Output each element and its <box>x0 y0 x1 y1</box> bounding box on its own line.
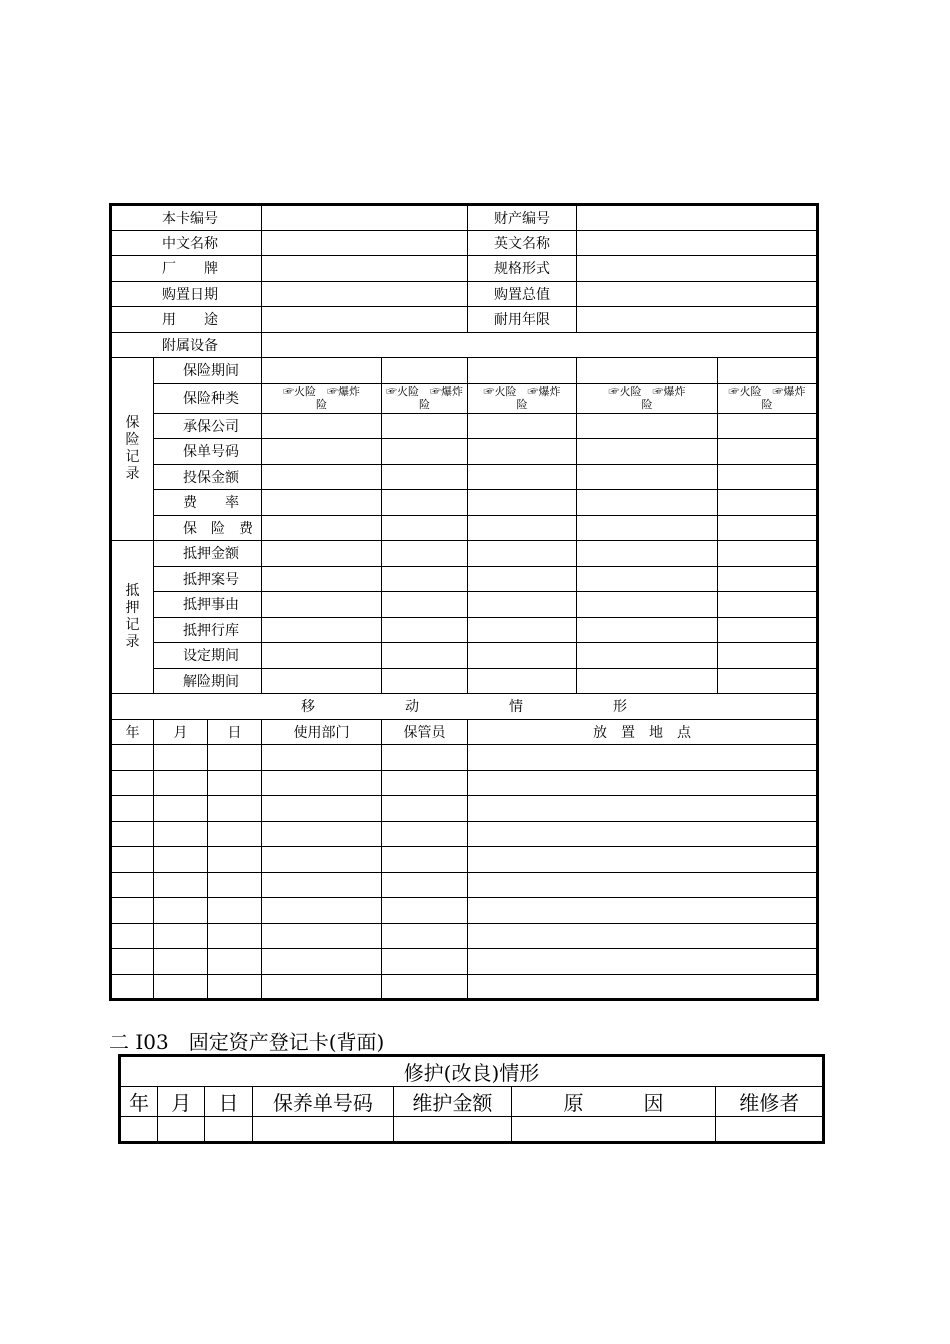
card-number-label: 本卡编号 <box>111 205 262 231</box>
movement-cell[interactable] <box>208 974 262 1000</box>
mortgage-cell[interactable] <box>718 668 818 694</box>
movement-day-header: 日 <box>208 719 262 745</box>
mortgage-cell[interactable] <box>718 541 818 567</box>
insurance-cell[interactable] <box>577 413 718 439</box>
mortgage-row <box>111 541 818 567</box>
movement-cell[interactable] <box>111 770 154 796</box>
premium-label: 保 险 费 <box>154 515 262 541</box>
movement-cell[interactable] <box>262 974 382 1000</box>
accessory-field[interactable] <box>262 332 818 358</box>
insurance-cell[interactable] <box>718 358 818 384</box>
insurance-row <box>111 383 818 413</box>
insurance-type-label: 保险种类 <box>154 383 262 413</box>
insurance-cell[interactable] <box>262 515 382 541</box>
insurance-row <box>111 358 818 384</box>
mortgage-cell[interactable] <box>468 668 577 694</box>
mortgage-cell[interactable] <box>262 592 382 618</box>
movement-row <box>111 821 818 847</box>
movement-cell[interactable] <box>468 923 818 949</box>
movement-row <box>111 974 818 1000</box>
mortgage-cell[interactable] <box>382 592 468 618</box>
english-name-field[interactable] <box>577 230 818 256</box>
english-name-label: 英文名称 <box>468 230 577 256</box>
movement-cell[interactable] <box>111 745 154 771</box>
movement-row <box>111 847 818 873</box>
insurance-cell[interactable] <box>577 490 718 516</box>
insurance-cell[interactable] <box>577 358 718 384</box>
movement-cell[interactable] <box>154 770 208 796</box>
basic-row <box>111 307 818 333</box>
movement-cell[interactable] <box>382 974 468 1000</box>
mortgage-amount-label: 抵押金额 <box>154 541 262 567</box>
mortgage-cell[interactable] <box>262 668 382 694</box>
insured-amount-label: 投保金额 <box>154 464 262 490</box>
repair-maintainer-header: 维修者 <box>716 1087 824 1117</box>
movement-cell[interactable] <box>111 821 154 847</box>
insurance-cell[interactable] <box>468 515 577 541</box>
movement-cell[interactable] <box>262 821 382 847</box>
movement-row <box>111 745 818 771</box>
movement-cell[interactable] <box>468 847 818 873</box>
movement-cell[interactable] <box>154 898 208 924</box>
mortgage-row <box>111 668 818 694</box>
movement-cell[interactable] <box>154 872 208 898</box>
movement-cell[interactable] <box>468 974 818 1000</box>
movement-cell[interactable] <box>208 872 262 898</box>
insurance-cell[interactable] <box>718 490 818 516</box>
mortgage-cell[interactable] <box>262 643 382 669</box>
mortgage-case-label: 抵押案号 <box>154 566 262 592</box>
movement-cell[interactable] <box>208 923 262 949</box>
repair-year-header: 年 <box>120 1087 158 1117</box>
mortgage-cell[interactable] <box>577 643 718 669</box>
insurance-cell[interactable] <box>382 358 468 384</box>
purchase-value-field[interactable] <box>577 281 818 307</box>
insurance-cell[interactable] <box>382 413 468 439</box>
mortgage-cell[interactable] <box>468 566 577 592</box>
mortgage-cell[interactable] <box>577 617 718 643</box>
movement-cell[interactable] <box>111 796 154 822</box>
movement-cell[interactable] <box>262 796 382 822</box>
movement-row <box>111 796 818 822</box>
repair-cell[interactable] <box>120 1117 158 1143</box>
movement-cell[interactable] <box>111 923 154 949</box>
movement-header-row <box>111 719 818 745</box>
insurance-cell[interactable] <box>382 439 468 465</box>
basic-row <box>111 256 818 282</box>
asset-card-back <box>118 1054 825 1144</box>
movement-cell[interactable] <box>154 847 208 873</box>
movement-cell[interactable] <box>154 796 208 822</box>
chinese-name-label: 中文名称 <box>111 230 262 256</box>
movement-cell[interactable] <box>154 923 208 949</box>
mortgage-cell[interactable] <box>577 566 718 592</box>
movement-cell[interactable] <box>382 872 468 898</box>
repair-cell[interactable] <box>252 1117 394 1143</box>
insurance-cell[interactable] <box>468 439 577 465</box>
insurance-cell[interactable] <box>382 515 468 541</box>
insurance-type-option[interactable]: ☞火险 ☞爆炸 险 <box>577 383 718 413</box>
usage-field[interactable] <box>262 307 468 333</box>
movement-cell[interactable] <box>208 770 262 796</box>
insurance-row <box>111 439 818 465</box>
asset-card-front <box>109 203 819 1001</box>
movement-year-header: 年 <box>111 719 154 745</box>
repair-amount-header: 维护金额 <box>394 1087 511 1117</box>
insurance-cell[interactable] <box>718 413 818 439</box>
mortgage-cell[interactable] <box>577 668 718 694</box>
insurance-period-label: 保险期间 <box>154 358 262 384</box>
rate-label: 费 率 <box>154 490 262 516</box>
repair-cell[interactable] <box>511 1117 716 1143</box>
movement-cell[interactable] <box>111 898 154 924</box>
movement-cell[interactable] <box>208 821 262 847</box>
insurance-cell[interactable] <box>468 358 577 384</box>
repair-row <box>120 1117 824 1143</box>
movement-title-row <box>111 694 818 720</box>
movement-row <box>111 770 818 796</box>
movement-title: 移 动 情 形 <box>111 694 818 720</box>
mortgage-release-period-label: 解险期间 <box>154 668 262 694</box>
repair-day-header: 日 <box>205 1087 252 1117</box>
insurance-cell[interactable] <box>262 439 382 465</box>
insurance-type-option[interactable]: ☞火险 ☞爆炸 险 <box>262 383 382 413</box>
service-life-label: 耐用年限 <box>468 307 577 333</box>
mortgage-bank-label: 抵押行库 <box>154 617 262 643</box>
mortgage-group-label: 抵 押 记 录 <box>111 541 154 694</box>
mortgage-reason-label: 抵押事由 <box>154 592 262 618</box>
mortgage-cell[interactable] <box>468 617 577 643</box>
insurance-cell[interactable] <box>382 490 468 516</box>
insurance-cell[interactable] <box>262 490 382 516</box>
mortgage-cell[interactable] <box>382 566 468 592</box>
movement-dept-header: 使用部门 <box>262 719 382 745</box>
movement-cell[interactable] <box>382 770 468 796</box>
property-number-label: 财产编号 <box>468 205 577 231</box>
movement-month-header: 月 <box>154 719 208 745</box>
mortgage-cell[interactable] <box>468 541 577 567</box>
mortgage-cell[interactable] <box>262 541 382 567</box>
spec-field[interactable] <box>577 256 818 282</box>
movement-cell[interactable] <box>468 745 818 771</box>
movement-cell[interactable] <box>111 949 154 975</box>
insurance-group-label: 保 险 记 录 <box>111 358 154 541</box>
insurance-row <box>111 464 818 490</box>
movement-cell[interactable] <box>154 745 208 771</box>
repair-order-number-header: 保养单号码 <box>252 1087 394 1117</box>
movement-cell[interactable] <box>262 949 382 975</box>
mortgage-cell[interactable] <box>382 617 468 643</box>
repair-section-title: 修护(改良)情形 <box>120 1056 824 1087</box>
movement-cell[interactable] <box>111 974 154 1000</box>
movement-row <box>111 872 818 898</box>
movement-cell[interactable] <box>208 949 262 975</box>
movement-cell[interactable] <box>382 923 468 949</box>
accessory-label: 附属设备 <box>111 332 262 358</box>
mortgage-cell[interactable] <box>262 566 382 592</box>
movement-cell[interactable] <box>154 821 208 847</box>
movement-cell[interactable] <box>262 872 382 898</box>
movement-cell[interactable] <box>382 796 468 822</box>
purchase-value-label: 购置总值 <box>468 281 577 307</box>
movement-cell[interactable] <box>262 847 382 873</box>
insurance-row <box>111 515 818 541</box>
movement-custodian-header: 保管员 <box>382 719 468 745</box>
movement-row <box>111 898 818 924</box>
repair-header-row <box>120 1087 824 1117</box>
repair-reason-header: 原 因 <box>511 1087 716 1117</box>
basic-row <box>111 281 818 307</box>
movement-cell[interactable] <box>468 949 818 975</box>
movement-cell[interactable] <box>154 949 208 975</box>
chinese-name-field[interactable] <box>262 230 468 256</box>
insurance-cell[interactable] <box>577 439 718 465</box>
insurance-row <box>111 490 818 516</box>
insurance-cell[interactable] <box>718 515 818 541</box>
movement-cell[interactable] <box>382 745 468 771</box>
insurance-type-option[interactable]: ☞火险 ☞爆炸 险 <box>468 383 577 413</box>
brand-label: 厂 牌 <box>111 256 262 282</box>
insurance-cell[interactable] <box>468 490 577 516</box>
insurance-cell[interactable] <box>718 464 818 490</box>
card-number-field[interactable] <box>262 205 468 231</box>
brand-field[interactable] <box>262 256 468 282</box>
mortgage-cell[interactable] <box>718 617 818 643</box>
insurance-cell[interactable] <box>577 515 718 541</box>
spec-label: 规格形式 <box>468 256 577 282</box>
insurance-type-option[interactable]: ☞火险 ☞爆炸 险 <box>718 383 818 413</box>
movement-cell[interactable] <box>468 872 818 898</box>
mortgage-cell[interactable] <box>468 592 577 618</box>
movement-cell[interactable] <box>154 974 208 1000</box>
movement-rows <box>111 745 818 1000</box>
insurance-row <box>111 413 818 439</box>
movement-cell[interactable] <box>208 847 262 873</box>
insurance-cell[interactable] <box>262 413 382 439</box>
repair-month-header: 月 <box>158 1087 205 1117</box>
movement-cell[interactable] <box>382 949 468 975</box>
movement-location-header: 放 置 地 点 <box>468 719 818 745</box>
movement-cell[interactable] <box>468 796 818 822</box>
movement-cell[interactable] <box>208 796 262 822</box>
repair-cell[interactable] <box>205 1117 252 1143</box>
insurance-cell[interactable] <box>382 464 468 490</box>
movement-cell[interactable] <box>382 898 468 924</box>
insurance-cell[interactable] <box>577 464 718 490</box>
basic-row <box>111 230 818 256</box>
movement-cell[interactable] <box>468 821 818 847</box>
movement-row <box>111 949 818 975</box>
insurance-cell[interactable] <box>468 413 577 439</box>
mortgage-row <box>111 617 818 643</box>
movement-row <box>111 923 818 949</box>
back-page-title: 二 I03 固定资产登记卡(背面) <box>109 1030 385 1054</box>
purchase-date-label: 购置日期 <box>111 281 262 307</box>
movement-cell[interactable] <box>262 923 382 949</box>
basic-row <box>111 205 818 231</box>
mortgage-set-period-label: 设定期间 <box>154 643 262 669</box>
movement-cell[interactable] <box>468 898 818 924</box>
service-life-field[interactable] <box>577 307 818 333</box>
accessory-row <box>111 332 818 358</box>
movement-cell[interactable] <box>262 770 382 796</box>
mortgage-row <box>111 592 818 618</box>
mortgage-cell[interactable] <box>382 668 468 694</box>
policy-number-label: 保单号码 <box>154 439 262 465</box>
mortgage-row <box>111 643 818 669</box>
property-number-field[interactable] <box>577 205 818 231</box>
insurance-cell[interactable] <box>262 358 382 384</box>
movement-cell[interactable] <box>468 770 818 796</box>
repair-cell[interactable] <box>158 1117 205 1143</box>
mortgage-cell[interactable] <box>382 541 468 567</box>
insurer-label: 承保公司 <box>154 413 262 439</box>
mortgage-cell[interactable] <box>382 643 468 669</box>
usage-label: 用 途 <box>111 307 262 333</box>
repair-cell[interactable] <box>394 1117 511 1143</box>
insurance-type-option[interactable]: ☞火险 ☞爆炸 险 <box>382 383 468 413</box>
insurance-cell[interactable] <box>468 464 577 490</box>
insurance-cell[interactable] <box>262 464 382 490</box>
movement-cell[interactable] <box>208 745 262 771</box>
movement-cell[interactable] <box>262 898 382 924</box>
mortgage-cell[interactable] <box>718 643 818 669</box>
movement-cell[interactable] <box>111 872 154 898</box>
insurance-cell[interactable] <box>718 439 818 465</box>
movement-cell[interactable] <box>262 745 382 771</box>
mortgage-cell[interactable] <box>718 592 818 618</box>
movement-cell[interactable] <box>208 898 262 924</box>
mortgage-cell[interactable] <box>577 592 718 618</box>
mortgage-cell[interactable] <box>718 566 818 592</box>
movement-cell[interactable] <box>111 847 154 873</box>
repair-cell[interactable] <box>716 1117 824 1143</box>
mortgage-cell[interactable] <box>262 617 382 643</box>
purchase-date-field[interactable] <box>262 281 468 307</box>
repair-title-row <box>120 1056 824 1087</box>
movement-cell[interactable] <box>382 847 468 873</box>
mortgage-cell[interactable] <box>468 643 577 669</box>
mortgage-cell[interactable] <box>577 541 718 567</box>
mortgage-row <box>111 566 818 592</box>
movement-cell[interactable] <box>382 821 468 847</box>
